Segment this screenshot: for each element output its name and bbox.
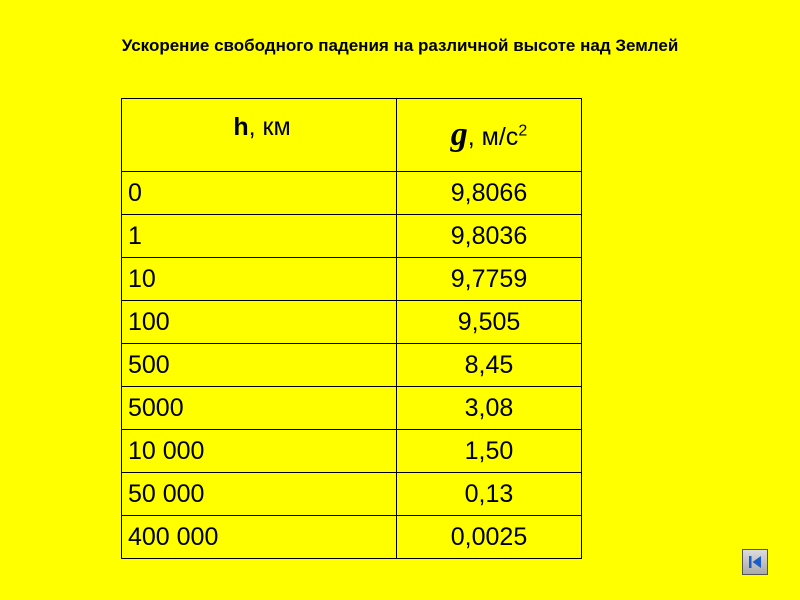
table-row <box>122 344 582 387</box>
header-gravity-unit: , м/с <box>467 123 519 151</box>
cell-gravity: 1,50 <box>397 430 582 473</box>
table-row <box>122 172 582 215</box>
table-row <box>122 215 582 258</box>
cell-gravity: 0,13 <box>397 473 582 516</box>
header-gravity-unit-exponent: 2 <box>518 122 528 140</box>
cell-gravity: 9,7759 <box>397 258 582 301</box>
data-table <box>121 98 582 559</box>
cell-gravity: 3,08 <box>397 387 582 430</box>
header-height-symbol: h <box>233 113 249 141</box>
cell-height: 100 <box>122 301 397 344</box>
cell-height: 10 000 <box>122 430 397 473</box>
first-slide-button[interactable] <box>742 549 768 575</box>
cell-height: 400 000 <box>122 516 397 559</box>
table-row <box>122 301 582 344</box>
table-row <box>122 430 582 473</box>
cell-height: 1 <box>122 215 397 258</box>
cell-gravity: 8,45 <box>397 344 582 387</box>
header-height <box>122 99 397 172</box>
cell-gravity: 0,0025 <box>397 516 582 559</box>
cell-height: 0 <box>122 172 397 215</box>
table-row <box>122 258 582 301</box>
table-row <box>122 473 582 516</box>
cell-height: 50 000 <box>122 473 397 516</box>
cell-height: 5000 <box>122 387 397 430</box>
header-height-unit: , км <box>248 113 291 141</box>
cell-gravity: 9,8066 <box>397 172 582 215</box>
table-row <box>122 387 582 430</box>
header-gravity-symbol: g <box>450 116 468 153</box>
page-title: Ускорение свободного падения на различной высоте над Землей <box>121 36 679 55</box>
table-row <box>122 516 582 559</box>
cell-height: 500 <box>122 344 397 387</box>
cell-gravity: 9,505 <box>397 301 582 344</box>
header-gravity <box>397 99 582 172</box>
first-slide-icon <box>743 550 767 574</box>
table-header-row <box>122 99 582 172</box>
cell-gravity: 9,8036 <box>397 215 582 258</box>
cell-height: 10 <box>122 258 397 301</box>
